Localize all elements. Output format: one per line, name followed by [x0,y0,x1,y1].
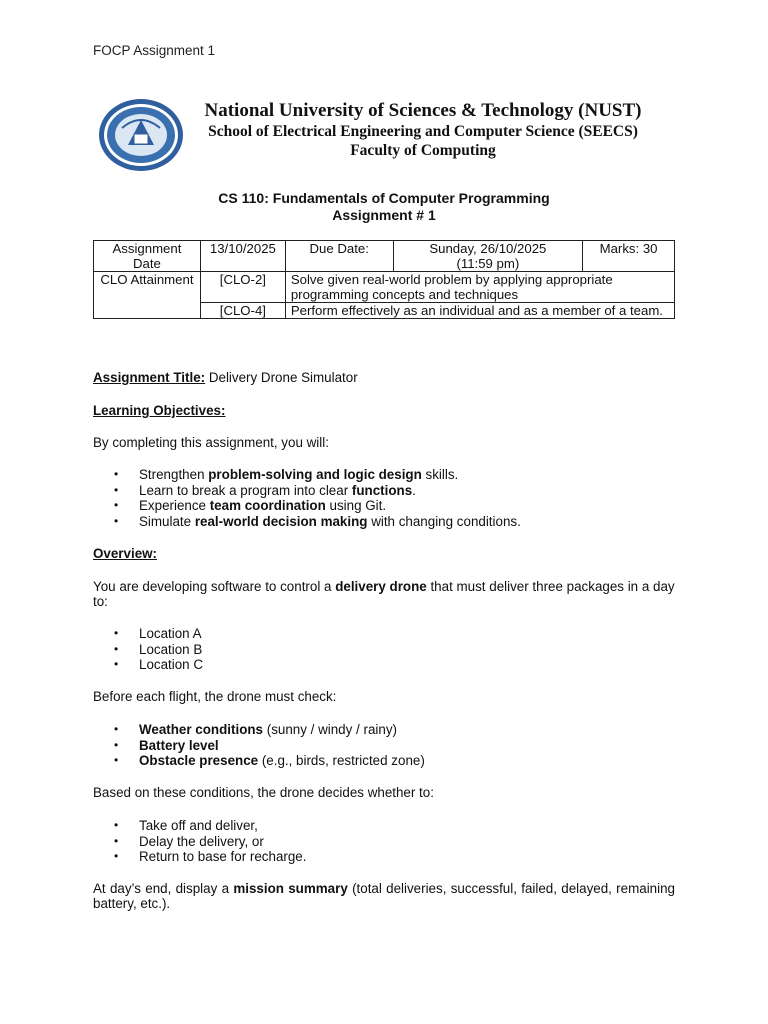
learning-objectives-list [93,467,675,529]
table-row [94,272,675,303]
decisions-list [93,818,675,865]
assignment-title-value: Delivery Drone Simulator [205,370,358,385]
assignment-date-label: Assignment Date [94,241,201,272]
mission-summary-paragraph: At day’s end, display a mission summary (total deliveries, successful, failed, delayed, remaining battery, etc.). [93,881,675,911]
decision-intro: Based on these conditions, the drone decides whether to: [93,785,434,800]
list-item: • Location C [93,657,675,673]
list-item: • Location B [93,642,675,658]
checks-intro: Before each flight, the drone must check: [93,689,337,704]
list-item: • Location A [93,626,675,642]
overview-heading: Overview: [93,546,158,561]
due-date-label: Due Date: [285,241,393,272]
assignment-info-table [93,240,675,319]
clo-code: [CLO-4] [200,303,285,319]
checks-list [93,722,675,769]
due-date-day: Sunday, 26/10/2025 [429,241,547,256]
list-item: • Experience team coordination using Git. [93,498,675,514]
assignment-date-value: 13/10/2025 [200,241,285,272]
institution-name: National University of Sciences & Technology (NUST) [204,100,642,121]
table-row [94,241,675,272]
list-item: • Obstacle presence (e.g., birds, restricted zone) [93,753,675,769]
clo-description: Perform effectively as an individual and as a member of a team. [285,303,674,319]
list-item: • Return to base for recharge. [93,849,675,865]
course-title: CS 110: Fundamentals of Computer Programming [218,190,550,206]
locations-list [93,626,675,673]
learning-objectives-heading: Learning Objectives: [93,403,226,418]
list-item: • Take off and deliver, [93,818,675,834]
marks-value: Marks: 30 [583,241,675,272]
school-name: School of Electrical Engineering and Computer Science (SEECS) [208,123,638,140]
clo-description: Solve given real-world problem by applying appropriate programming concepts and techniques [285,272,674,303]
overview-paragraph: You are developing software to control a delivery drone that must deliver three packages in a day to: [93,579,675,609]
learning-objectives-intro: By completing this assignment, you will: [93,435,329,450]
list-item: • Simulate real-world decision making with changing conditions. [93,514,675,530]
faculty-name: Faculty of Computing [350,142,496,159]
due-date-value [393,241,583,272]
assignment-title-label: Assignment Title: [93,370,206,385]
clo-label: CLO Attainment [94,272,201,319]
assignment-number: Assignment # 1 [332,207,436,223]
list-item: • Strengthen problem-solving and logic design skills. [93,467,675,483]
clo-code: [CLO-2] [200,272,285,303]
assignment-title [93,370,675,385]
page-header: FOCP Assignment 1 [93,43,216,58]
institution-block [193,100,653,160]
nust-logo-icon [98,98,184,172]
list-item: • Learn to break a program into clear functions. [93,483,675,499]
list-item: • Delay the delivery, or [93,834,675,850]
list-item: • Weather conditions (sunny / windy / rainy) [93,722,675,738]
due-date-time: (11:59 pm) [456,256,520,271]
list-item: • Battery level [93,738,675,754]
